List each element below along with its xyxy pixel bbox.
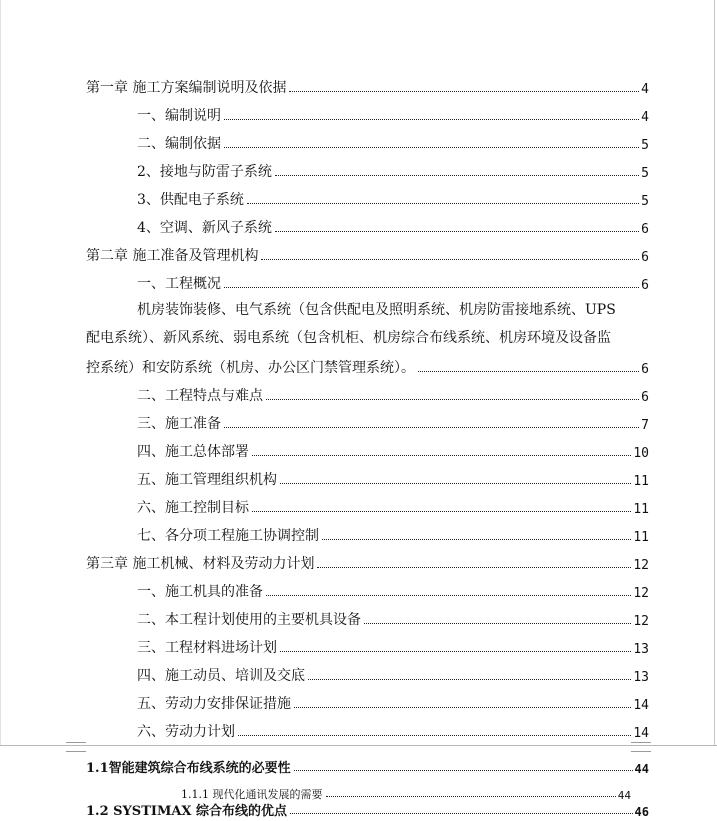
leader-dots	[247, 202, 639, 204]
toc-entry[interactable]	[137, 187, 649, 209]
toc-entry-text: 第一章 施工方案编制说明及依据	[86, 80, 287, 96]
toc-entry-text: 四、施工总体部署	[137, 444, 249, 460]
leader-dots	[224, 286, 639, 288]
leader-dots	[224, 146, 639, 148]
leader-dots	[275, 230, 639, 232]
toc-entry[interactable]	[137, 271, 649, 293]
toc-entry-text: 七、各分项工程施工协调控制	[137, 528, 319, 544]
toc-page-number: 13	[633, 642, 649, 657]
leader-dots	[294, 706, 631, 708]
toc-entry-text: 六、劳动力计划	[137, 724, 235, 740]
toc-entry-text: 1.2 SYSTIMAX 综合布线的优点	[86, 804, 288, 819]
toc-page-number: 12	[633, 586, 649, 601]
toc-page-number: 13	[633, 670, 649, 685]
toc-entry[interactable]	[86, 75, 649, 97]
toc-entry[interactable]	[137, 579, 649, 601]
toc-entry-text: 三、施工准备	[137, 416, 221, 432]
toc-entry[interactable]	[137, 523, 649, 545]
toc-page-number: 4	[641, 110, 649, 125]
page-separator	[0, 745, 717, 746]
paragraph-line: 控系统）和安防系统（机房、办公区门禁管理系统）。	[86, 360, 415, 376]
toc-page-number: 11	[633, 502, 649, 517]
toc-entry-text: 一、工程概况	[137, 276, 221, 292]
toc-entry[interactable]	[137, 103, 649, 125]
toc-entry[interactable]	[86, 797, 649, 819]
toc-entry-text: 2、接地与防雷子系统	[137, 164, 272, 180]
toc-page-number: 14	[633, 726, 649, 741]
toc-entry-text: 五、施工管理组织机构	[137, 472, 277, 488]
leader-dots	[290, 812, 633, 814]
toc-page-number: 6	[641, 222, 649, 237]
leader-dots	[317, 566, 631, 568]
leader-dots	[418, 370, 639, 372]
toc-entry-text: 二、编制依据	[137, 136, 221, 152]
toc-entry[interactable]	[137, 719, 649, 741]
leader-dots	[252, 454, 631, 456]
toc-page-number: 14	[633, 698, 649, 713]
toc-entry[interactable]	[86, 551, 649, 573]
toc-page-number: 12	[633, 614, 649, 629]
leader-dots	[266, 594, 631, 596]
toc-entry-text: 1.1.1 现代化通讯发展的需要	[181, 788, 323, 801]
toc-entry[interactable]	[137, 439, 649, 461]
toc-page-number: 5	[641, 194, 649, 209]
toc-entry[interactable]	[137, 635, 649, 657]
toc-entry[interactable]	[137, 411, 649, 433]
toc-entry[interactable]	[137, 495, 649, 517]
toc-entry[interactable]	[137, 383, 649, 405]
toc-entry[interactable]	[137, 663, 649, 685]
leader-dots	[224, 118, 639, 120]
toc-page-number: 10	[633, 446, 649, 461]
leader-dots	[280, 650, 631, 652]
toc-page-number: 44	[617, 789, 631, 802]
leader-dots	[252, 510, 631, 512]
leader-dots	[224, 426, 639, 428]
leader-dots	[322, 538, 631, 540]
toc-entry[interactable]	[86, 754, 649, 776]
toc-page-number: 6	[641, 362, 649, 377]
toc-page-number: 11	[633, 530, 649, 545]
toc-page-number: 7	[641, 418, 649, 433]
toc-entry-text: 3、供配电子系统	[137, 192, 244, 208]
toc-entry-text: 五、劳动力安排保证措施	[137, 696, 291, 712]
toc-entry[interactable]	[137, 691, 649, 713]
toc-entry-text: 第三章 施工机械、材料及劳动力计划	[86, 556, 315, 572]
toc-entry-text: 4、空调、新风子系统	[137, 220, 272, 236]
toc-entry[interactable]	[86, 243, 649, 265]
toc-entry-text: 一、编制说明	[137, 108, 221, 124]
toc-entry-text: 六、施工控制目标	[137, 500, 249, 516]
toc-page-number: 5	[641, 166, 649, 181]
paragraph-line: 配电系统）、新风系统、弱电系统（包含机柜、机房综合布线系统、机房环境及设备监	[86, 330, 611, 346]
toc-page-number: 46	[634, 805, 649, 819]
paragraph-line: 机房装饰装修、电气系统（包含供配电及照明系统、机房防雷接地系统、UPS	[137, 302, 616, 318]
toc-entry[interactable]	[86, 355, 649, 377]
toc-entry-text: 1.1智能建筑综合布线系统的必要性	[86, 761, 291, 776]
toc-entry[interactable]	[137, 131, 649, 153]
toc-page-number: 12	[633, 558, 649, 573]
crop-mark-left	[66, 742, 86, 752]
leader-dots	[266, 398, 639, 400]
toc-entry[interactable]	[137, 607, 649, 629]
toc-page-number: 6	[641, 250, 649, 265]
leader-dots	[238, 734, 631, 736]
leader-dots	[308, 678, 631, 680]
leader-dots	[294, 769, 633, 771]
toc-page-number: 6	[641, 390, 649, 405]
toc-entry[interactable]	[137, 467, 649, 489]
crop-mark-right	[631, 742, 651, 752]
toc-entry-text: 二、工程特点与难点	[137, 388, 263, 404]
leader-dots	[275, 174, 639, 176]
leader-dots	[261, 258, 639, 260]
leader-dots	[364, 622, 631, 624]
leader-dots	[289, 90, 639, 92]
toc-entry[interactable]	[137, 159, 649, 181]
toc-page-number: 11	[633, 474, 649, 489]
leader-dots	[280, 482, 631, 484]
toc-entry-text: 四、施工动员、培训及交底	[137, 668, 305, 684]
toc-entry-text: 第二章 施工准备及管理机构	[86, 248, 259, 264]
toc-entry-text: 三、工程材料进场计划	[137, 640, 277, 656]
toc-entry-text: 二、本工程计划使用的主要机具设备	[137, 612, 361, 628]
toc-page-number: 5	[641, 138, 649, 153]
toc-entry-text: 一、施工机具的准备	[137, 584, 263, 600]
toc-page-number: 4	[641, 82, 649, 97]
toc-page-number: 6	[641, 278, 649, 293]
toc-entry[interactable]	[137, 215, 649, 237]
toc-page-number: 44	[634, 762, 649, 776]
